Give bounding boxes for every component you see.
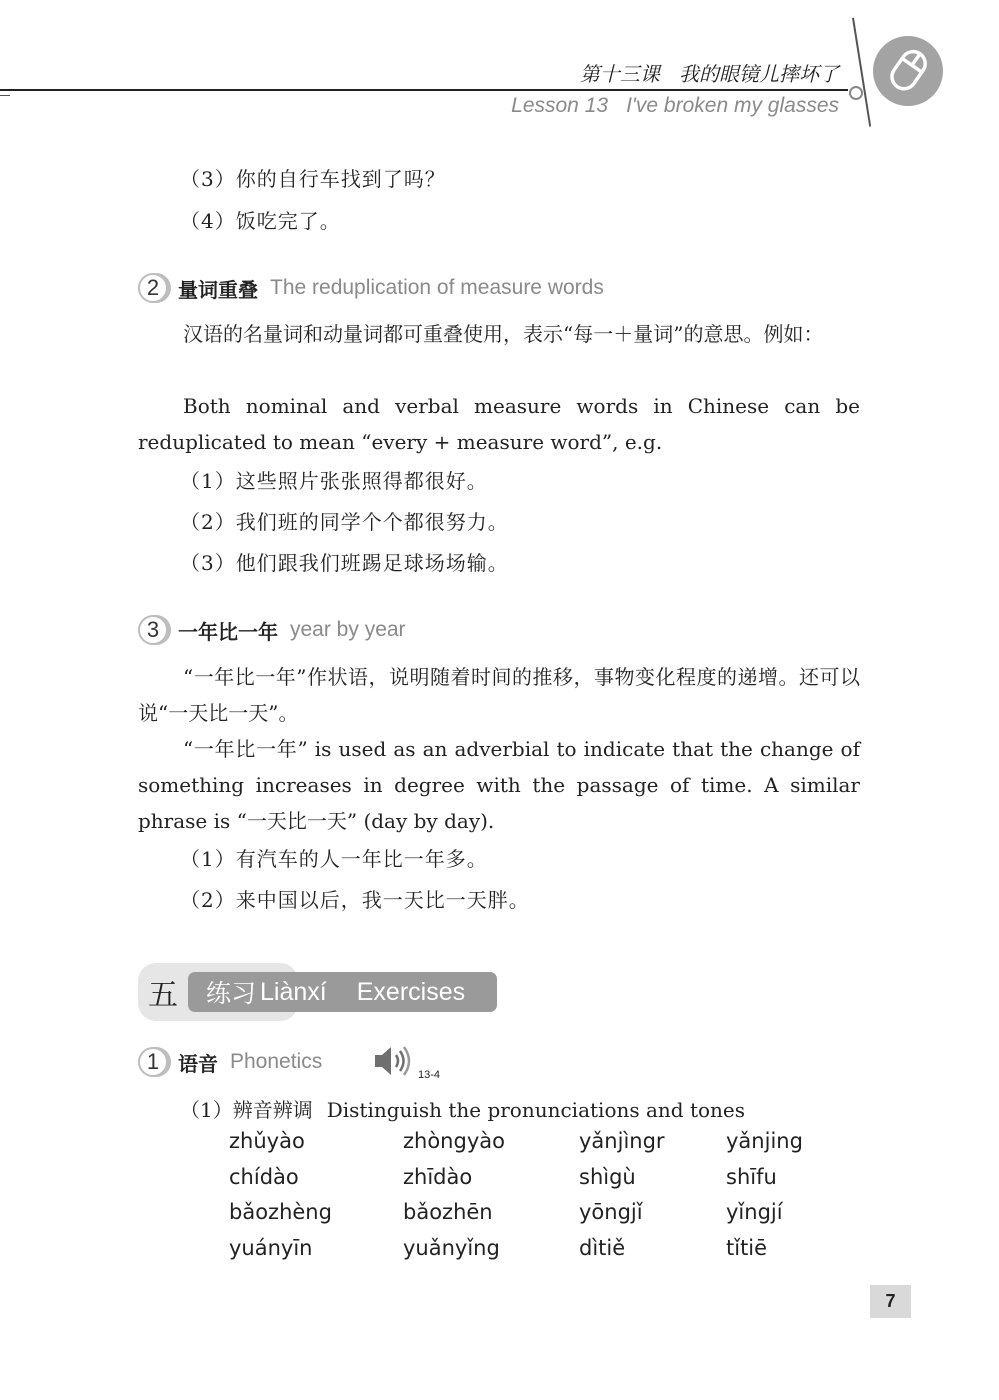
section-number: 1	[138, 1047, 168, 1077]
example-line: （2）来中国以后，我一天比一天胖。	[180, 888, 530, 912]
audio-track-number: 13-4	[418, 1069, 441, 1081]
explanation-cn	[138, 316, 860, 352]
header-rule-short	[0, 95, 10, 96]
explanation-en-text: “一年比一年” is used as an adverbial to indicate that the change of something increases in degree with the passage of time. A similar phrase is “一天比一天” (day by day).	[138, 737, 860, 833]
mouse-badge	[873, 36, 943, 106]
exercises-title-cn: 练习	[206, 979, 257, 1008]
exercises-number: 五	[148, 978, 178, 1013]
header-lesson-number-en: Lesson 13	[511, 94, 609, 117]
explanation-en	[138, 388, 860, 460]
header-lesson-en	[511, 94, 839, 118]
drill-title-en: Distinguish the pronunciations and tones	[326, 1098, 746, 1122]
exercises-title-en: Exercises	[356, 977, 466, 1006]
example-line: （3）他们跟我们班踢足球场场输。	[180, 551, 509, 575]
pinyin-word: bǎozhēn	[403, 1200, 493, 1224]
section-title-en: The reduplication of measure words	[270, 276, 604, 299]
pinyin-word: yōngjǐ	[579, 1200, 643, 1224]
pinyin-word: bǎozhèng	[229, 1200, 332, 1224]
section-title-cn: 量词重叠	[178, 277, 258, 302]
explanation-cn	[138, 659, 860, 731]
header-ring	[849, 86, 863, 100]
header-divider	[852, 18, 871, 127]
section-title-en: Phonetics	[230, 1050, 323, 1073]
pinyin-word: zhīdào	[403, 1164, 473, 1189]
pinyin-grid	[229, 1129, 846, 1271]
header-lesson-number-cn: 第十三课	[579, 62, 660, 86]
section-number: 3	[138, 615, 168, 645]
section-heading	[138, 268, 604, 308]
header-title-cn: 我的眼镜儿摔坏了	[679, 62, 839, 86]
page-number: 7	[870, 1285, 911, 1318]
header-rule	[0, 89, 848, 91]
explanation-cn-text: “一年比一年”作状语，说明随着时间的推移，事物变化程度的递增。还可以说“一天比一天”。	[138, 665, 860, 725]
section-number: 2	[138, 273, 168, 303]
mouse-icon	[873, 36, 943, 106]
explanation-en	[138, 731, 860, 839]
drill-title	[180, 1094, 745, 1123]
pinyin-word: zhǔyào	[229, 1129, 305, 1153]
section-title-en: year by year	[290, 618, 406, 641]
example-line: （3）你的自行车找到了吗？	[180, 167, 446, 191]
pinyin-word: yǎnjìngr	[579, 1129, 665, 1153]
drill-title-cn: （1）辨音辨调	[180, 1098, 313, 1122]
explanation-cn-text: 汉语的名量词和动量词都可重叠使用，表示“每一＋量词”的意思。例如：	[183, 322, 824, 346]
example-line: （4）饭吃完了。	[180, 209, 341, 233]
header-lesson-cn	[580, 58, 839, 87]
pinyin-word: chídào	[229, 1164, 299, 1189]
pinyin-word: shīfu	[726, 1164, 777, 1189]
speaker-icon[interactable]	[372, 1043, 414, 1079]
example-line: （1）这些照片张张照得都很好。	[180, 469, 488, 493]
pinyin-word: yuǎnyǐng	[403, 1235, 500, 1260]
example-line: （2）我们班的同学个个都很努力。	[180, 510, 509, 534]
section-title-cn: 一年比一年	[178, 619, 278, 644]
pinyin-word: tǐtiē	[726, 1235, 768, 1260]
explanation-en-text: Both nominal and verbal measure words in Chinese can be reduplicated to mean “every + measure word”, e.g.	[138, 394, 860, 454]
section-heading	[138, 1042, 322, 1082]
header-title-en: I've broken my glasses	[626, 94, 839, 117]
pinyin-word: shìgù	[579, 1164, 636, 1189]
exercises-title-pill	[188, 972, 497, 1012]
pinyin-word: zhòngyào	[403, 1129, 505, 1153]
exercises-title-pinyin: Liànxí	[260, 977, 327, 1006]
example-line: （1）有汽车的人一年比一年多。	[180, 847, 488, 871]
pinyin-word: yǎnjing	[726, 1129, 803, 1153]
pinyin-word: yǐngjí	[726, 1200, 783, 1224]
pinyin-word: yuányīn	[229, 1235, 313, 1260]
section-title-cn: 语音	[178, 1051, 218, 1076]
section-heading	[138, 610, 406, 650]
pinyin-word: dìtiě	[579, 1235, 626, 1260]
